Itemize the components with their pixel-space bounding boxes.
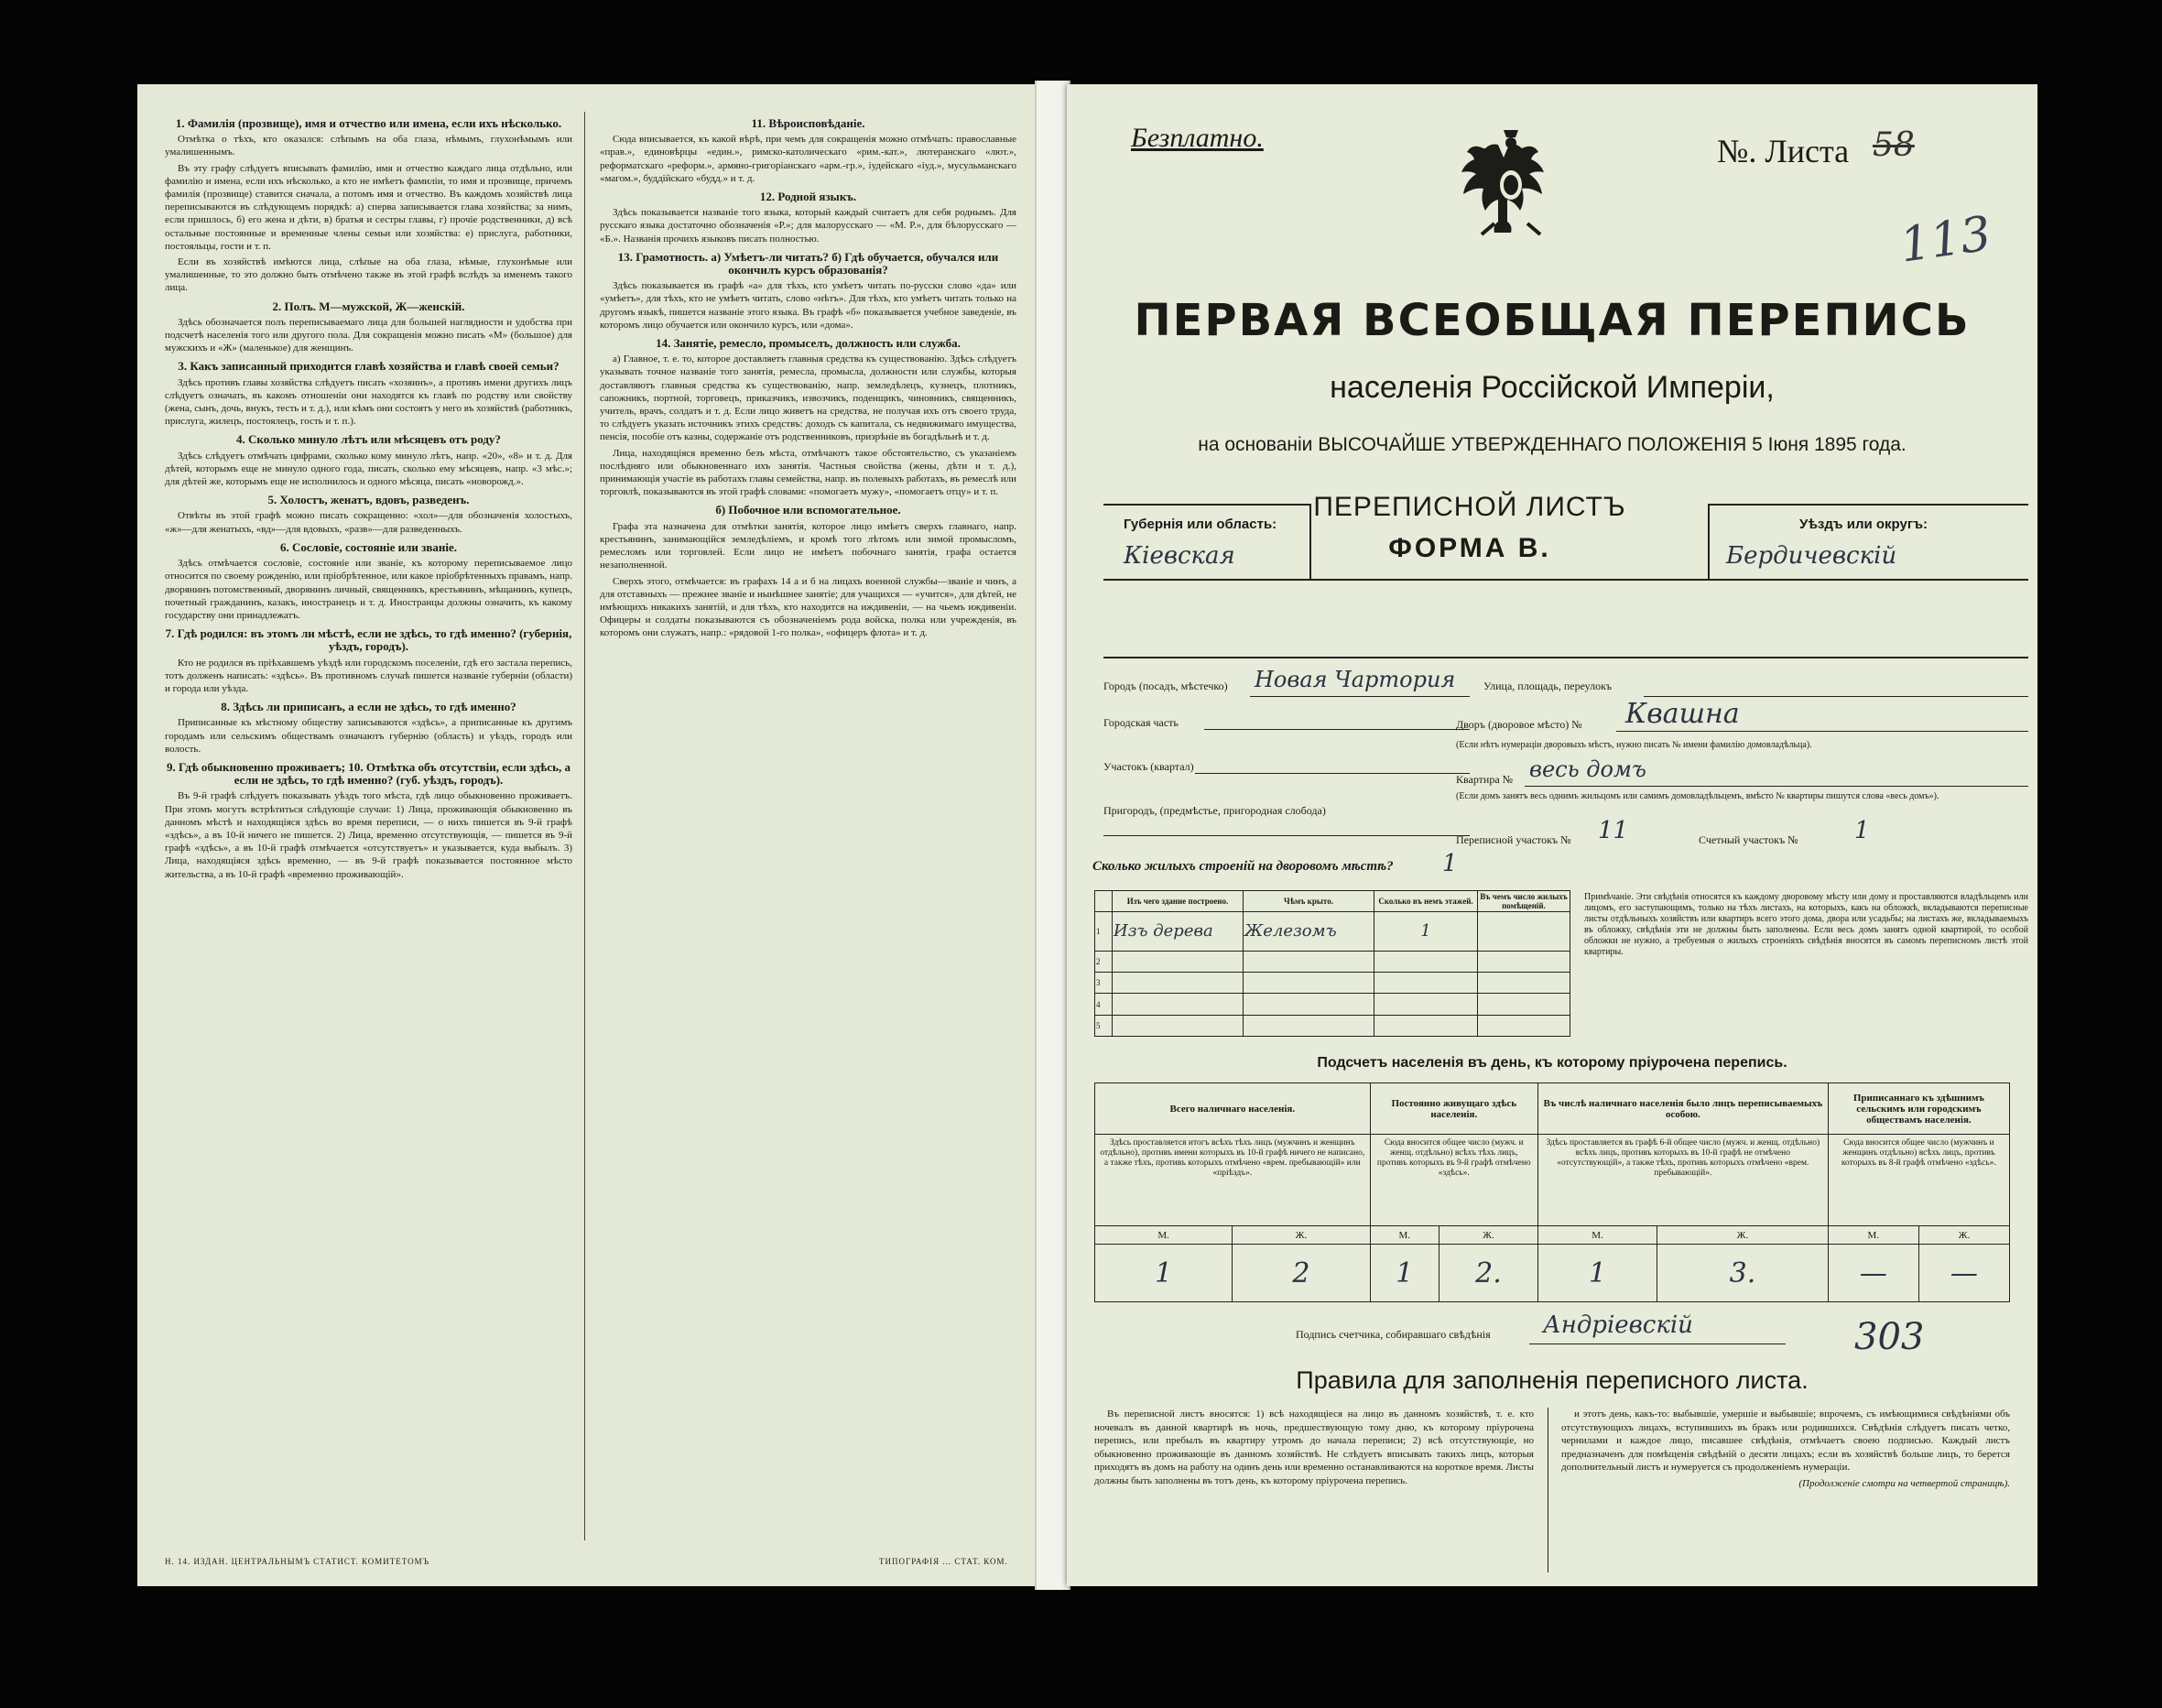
census-title: ПЕРВАЯ ВСЕОБЩАЯ ПЕРЕПИСЬ: [1134, 295, 1971, 346]
rules-title: Правила для заполненія переписного листа.: [1296, 1366, 1809, 1394]
yard-note: (Если нѣтъ нумераціи дворовыхъ мѣстъ, нужно писать № имени фамилію домовладѣльца).: [1456, 740, 1812, 750]
instruction-text: Отвѣты въ этой графѣ можно писать сокращенно: «хол»—для обозначенія холостыхъ, «ж»—для женатыхъ, «вд»—для вдовыхъ, «разв»—для разведенныхъ.: [165, 510, 572, 535]
enumerator-signature-handwritten: Андріевскій: [1543, 1311, 1693, 1339]
instruction-text: Здѣсь показывается названіе того языка, который каждый считаетъ для себя роднымъ. Для русскаго языка достаточно обозначенія «Р.»; для малорусскаго — «М. Р.», для бѣлорусскаго — «Б.». Названія прочихъ языковъ писать полностью.: [600, 207, 1016, 245]
count-section-handwritten: 1: [1854, 817, 1870, 844]
street-label: Улица, площадь, переулокъ: [1483, 680, 1613, 692]
instruction-text: Здѣсь противъ главы хозяйства слѣдуетъ писать «хозяинъ», а противъ имени другихъ лицъ слѣдуетъ означать, въ какомъ отношеніи они находятся къ главѣ по родству или свойству (жена, сынъ, дочь, внукъ, тесть и т. д.), или кѣмъ они состоятъ у него въ хозяйствѣ (работникъ, прислуга, жилецъ, постоялецъ, гость и т. п.).: [165, 376, 572, 428]
table-row: 1 Изъ дерева Железомъ 1: [1095, 912, 1570, 952]
instruction-text: Графа эта назначена для отмѣтки занятія, которое лицо имѣетъ сверхъ главнаго, напр. крестьянинъ, занимающійся земледѣліемъ, и кромѣ того лѣтомъ или зимой промысломъ, ремесломъ или торговлей. Если лицо не имѣетъ побочнаго занятія, графа остается незаполненной.: [600, 520, 1016, 571]
city-part-label: Городская часть: [1103, 716, 1179, 729]
table-row: 2: [1095, 951, 1570, 972]
yard-label: Дворъ (дворовое мѣсто) №: [1456, 718, 1582, 731]
sheet-number-label: №. Листа: [1717, 133, 1850, 169]
instruction-text: Здѣсь отмѣчается сословіе, состояніе или званіе, къ которому переписываемое лицо относится по своему рожденію, или пріобрѣтенное, или какое пріобрѣтенныхъ правамъ, напр. дворянинъ потомственный, дворянинъ личный, священникъ, крестьянинъ, мѣщанинъ, купецъ, почетный гражданинъ, казакъ, иностранецъ и т. д. Иностранцы должны означить, къ какому государству они принадлежатъ.: [165, 558, 572, 621]
instruction-text: Сюда вписывается, къ какой вѣрѣ, при чемъ для сокращенія можно отмѣчать: православные «прав.», единовѣрцы «един.», римско-католическаго «рим.-кат.», лютеранскаго «лют.», реформатскаго «реформ.», армяно-григоріанскаго «арм.-гр.», іудейскаго «іуд.», мусульманскаго «магом.», буддійскаго «будд.» и т. д.: [600, 134, 1016, 184]
left-page-instructions: [137, 84, 1035, 1586]
table-row: 5: [1095, 1015, 1570, 1036]
instruction-heading: 2. Полъ. М—мужской, Ж—женскій.: [272, 299, 465, 313]
instruction-heading: 8. Здѣсь ли приписанъ, а если не здѣсь, то гдѣ именно?: [221, 700, 516, 714]
instruction-heading: 1. Фамилія (прозвище), имя и отчество или имена, если ихъ нѣсколько.: [175, 116, 562, 130]
instructions-column-2: [600, 112, 1016, 1540]
instruction-heading: 11. Вѣроисповѣданіе.: [751, 116, 865, 130]
buildings-handwritten: 1: [1442, 850, 1458, 877]
instruction-text: Приписанные къ мѣстному обществу записываются «здѣсь», а приписанные къ другимъ городамъ или сельскимъ обществамъ означаютъ губернію (область) и уѣздъ, городъ или волость.: [165, 717, 572, 755]
tally-col-present: Всего наличнаго населенія.: [1095, 1083, 1371, 1135]
printer-imprint-right: ТИПОГРАФІЯ ... СТАТ. КОМ.: [879, 1557, 1008, 1566]
form-title: ПЕРЕПИСНОЙ ЛИСТЪ: [1313, 492, 1626, 522]
instruction-heading: 13. Грамотность. а) Умѣетъ-ли читать? б) Гдѣ обучается, обучался или окончилъ курсъ образованія?: [617, 249, 999, 277]
instruction-text: Кто не родился въ пріѣхавшемъ уѣздѣ или городскомъ поселеніи, гдѣ его застала перепись, тотъ долженъ написать: «здѣсь». Въ противномъ случаѣ пишется названіе губерніи (области) и города или уѣзда.: [165, 657, 572, 694]
instruction-heading: 6. Сословіе, состояніе или званіе.: [279, 539, 458, 554]
free-label: Безплатно.: [1131, 123, 1264, 153]
gubernia-handwritten: Кіевская: [1124, 542, 1235, 570]
tally-col-resident: Постоянно живущаго здѣсь населенія.: [1370, 1083, 1537, 1135]
uezd-label: Уѣздъ или округъ:: [1799, 517, 1928, 532]
instruction-text: а) Главное, т. е. то, которое доставляетъ главныя средства къ существованію. Здѣсь слѣдуетъ указывать точное названіе того занятія, ремесла, промысла, должности или службы, которыя доставляютъ главныя средства къ существованію, напр. земледѣлецъ, кузнецъ, плотникъ, сапожникъ, портной, торговецъ, приказчикъ, извозчикъ, поденщикъ, чиновникъ, священникъ, учитель, врачъ, солдатъ и т. д. Если лицо живетъ на средства, не получая ихъ отъ своего труда, то слѣдуетъ указать источникъ этихъ средствъ: доходъ съ капитала, съ недвижимаго имущества, пенсія, пособіе отъ казны, содержаніе отъ родственниковъ, призрѣніе въ богадѣльнѣ и т. д.: [600, 354, 1016, 443]
buildings-col-roof: Чѣмъ крыто.: [1244, 891, 1374, 912]
instruction-text: Въ эту графу слѣдуетъ вписывать фамилію, имя и отчество каждаго лица отдѣльно, или фамилію и имена, если ихъ нѣсколько, а кто не имѣетъ фамиліи, то имя и прозвище, причемъ фамилія (прозвище) ставится сначала, а потомъ имя и отчество. Въ каждомъ хозяйствѣ лица переписываются въ слѣдующемъ порядкѣ: а) сперва записывается глава хозяйства; за нимъ, если пришлось, б) его жена и дѣти, в) братья и сестры главы, г) прочіе родственники, д) всѣ остальные постоянные и временные члены семьи или хозяйства: е) прислуга, работники, постояльцы, гости и т. п.: [165, 162, 572, 252]
table-row: 3: [1095, 973, 1570, 994]
table-row: 4: [1095, 994, 1570, 1015]
suburb-label: Пригородъ, (предмѣстье, пригородная слобода): [1103, 804, 1326, 817]
instructions-column-1: [165, 112, 572, 1540]
flat-label: Квартира №: [1456, 773, 1514, 786]
instruction-text: Въ 9-й графѣ слѣдуетъ показывать уѣздъ того мѣста, гдѣ лицо обыкновенно проживаетъ. При этомъ могутъ встрѣтиться слѣдующіе случаи: 1) Лица, проживающія обыкновенно въ данномъ мѣстѣ и находящіяся здѣсь во время переписи, — о нихъ пишется въ 9-й графѣ «здѣсь», а въ 10-й ничего не пишется. 2) Лица, временно отсутствующія, — пишется въ 9-й графѣ «здѣсь», а въ 10-й графѣ отмѣчается «отсутствуетъ» и указывается, куда выбылъ. 3) Лица, находящіяся здѣсь временно, — въ 9-й графѣ показывается постоянное мѣсто жительства, а въ 10-й графѣ «временно проживающій».: [165, 790, 572, 880]
buildings-table: [1094, 890, 1570, 1037]
tally-values-row: 1 2 1 2. 1 3. — —: [1095, 1245, 2010, 1302]
instruction-text: Сверхъ этого, отмѣчается: въ графахъ 14 а и б на лицахъ военной службы—званіе и чинъ, а для отставныхъ — прежнее званіе и нынѣшнее занятіе; для учащихся — «учится», для дѣтей, не имѣющихъ никакихъ занятій, и для тѣхъ, кто находится на иждивеніи, — на чьемъ иждивеніи. Офицеры и солдаты показываются съ обозначеніемъ рода войска, полка или учрежденія, въ которомъ они служатъ, напр.: «рядовой 1-го полка», «офицеръ флота» и т. д.: [600, 575, 1016, 639]
instruction-heading: 9. Гдѣ обыкновенно проживаетъ; 10. Отмѣтка объ отсутствіи, если здѣсь, а если не здѣсь, то гдѣ именно? (губ. уѣздъ, городъ).: [166, 759, 571, 788]
form-type: ФОРМА В.: [1388, 533, 1551, 563]
buildings-question: Сколько жилыхъ строеній на дворовомъ мѣстѣ?: [1092, 859, 1394, 874]
instruction-text: Лица, находящіяся временно безъ мѣста, отмѣчаютъ такое обстоятельство, съ указаніемъ послѣдняго или обыкновеннаго ихъ занятія. Частныя свойства (жены, дѣти и т. д.), принимающія участіе въ работахъ главы семейства, напр. въ полевыхъ работахъ, въ ремеслѣ или торговлѣ, показываются въ этой графѣ словами: «помогаетъ мужу», «помогаетъ отцу» и т. п.: [600, 447, 1016, 498]
instruction-heading: 5. Холостъ, женатъ, вдовъ, разведенъ.: [267, 493, 470, 507]
printer-imprint-left: Н. 14. ИЗДАН. ЦЕНТРАЛЬНЫМЪ СТАТИСТ. КОМИТЕТОМЪ: [165, 1557, 430, 1566]
instruction-heading: 4. Сколько минуло лѣтъ или мѣсяцевъ отъ роду?: [236, 432, 501, 447]
signature-number-handwritten: 303: [1854, 1316, 1925, 1358]
instruction-heading: 3. Какъ записанный приходится главѣ хозяйства и главѣ своей семьи?: [178, 359, 560, 374]
enumerator-signature-label: Подпись счетчика, собиравшаго свѣдѣнія: [1296, 1328, 1491, 1341]
decree-line: на основаніи ВЫСОЧАЙШЕ УТВЕРЖДЕННАГО ПОЛОЖЕНІЯ 5 Іюня 1895 года.: [1198, 434, 1907, 455]
section-label: Участокъ (квартал): [1103, 760, 1194, 773]
flat-note: (Если домъ занятъ весь однимъ жильцомъ или самимъ домовладѣльцемъ, вмѣсто № квартиры пишутся слова «весь домъ»).: [1456, 791, 1939, 801]
rules-column-1: Въ переписной листъ вносятся: 1) всѣ находящіеся на лицо въ данномъ хозяйствѣ, т. е. кто ночевалъ въ данной квартирѣ въ ночь, предшествующую тому дню, къ которому пріурочена перепись, или пребылъ въ квартиру утромъ до начала переписи; 2) всѣ отсутствующіе, но обыкновенно проживающіе въ данномъ хозяйствѣ. Не слѣдуетъ вписывать такихъ лицъ, которыя приходятъ въ домъ на работу на одинъ день или временно останавливаются на короткое время. Листы должны быть заполнены въ тотъ день, къ которому пріурочена перепись.: [1094, 1409, 1534, 1486]
buildings-col-rooms: Въ чемъ число жилыхъ помѣщеній.: [1478, 891, 1570, 912]
tally-table: Всего наличнаго населенія. Постоянно живущаго здѣсь населенія. Въ числѣ наличнаго населенія было лицъ переписываемыхъ особою. Приписаннаго къ здѣшнимъ сельскимъ или городскимъ обществамъ населенія. Здѣсь проставляется итогъ всѣхъ тѣхъ лицъ (мужчинъ и женщинъ отдѣльно), противъ имени которыхъ въ 10-й графѣ ничего не написано, а также тѣхъ, противъ которыхъ отмѣчено «врем. пребывающій» или «пріѣздъ». Сюда вносится общее число (мужч. и женщ. отдѣльно) всѣхъ тѣхъ лицъ, противъ которыхъ въ 9-й графѣ отмѣчено «здѣсь». Здѣсь проставляется въ графѣ 6-й общее число (мужч. и женщ. отдѣльно) всѣхъ лицъ, противъ которыхъ въ 10-й графѣ не отмѣчено «отсутствующій», а также тѣхъ, противъ которыхъ отмѣчено «врем. пребывающій». Сюда вносится общее число (мужчинъ и женщинъ отдѣльно) всѣхъ лицъ, противъ которыхъ въ 8-й графѣ отмѣчено «здѣсь». М. Ж. М. Ж. М. Ж. М. Ж. 1 2 1 2. 1 3. — —: [1094, 1082, 2010, 1302]
rules-column-2: и этотъ день, какъ-то: выбывшіе, умершіе и выбывшіе; впрочемъ, съ имѣющимися свѣдѣніями объ отсутствующихъ лицахъ, вступившихъ въ бракъ или родившихся. Свѣдѣнія слѣдуетъ писать четко, чернилами и каждое лицо, писавшее свѣдѣнія, отмѣчаетъ своею подписью. Каждый листъ предназначенъ для помѣщенія свѣдѣній о десяти лицахъ; если въ хозяйствѣ больше лицъ, то берется дополнительный листъ и нумеруется съ продолженіемъ нумераціи. (Продолженіе смотри на четвертой страницѣ).: [1561, 1409, 2010, 1489]
yard-handwritten: Квашна: [1625, 698, 1740, 730]
buildings-col-material: Изъ чего здание построено.: [1113, 891, 1244, 912]
uezd-handwritten: Бердичевскій: [1726, 542, 1897, 570]
buildings-note: Примѣчаніе. Эти свѣдѣнія относятся къ каждому дворовому мѣсту или дому и проставляются владѣльцемъ или лицомъ, его заступающимъ, только на тѣхъ листахъ, на которыхъ, какъ на обложкѣ, вкладываются переписные листы отдѣльныхъ хозяйствъ или квартиръ всего этого дома, двора или усадьбы; на листахъ же, вкладываемыхъ въ обложку, свѣдѣнія эти не должны быть заполнены. Если весь домъ занятъ одной квартирой, то особой обложки не нужно, а требуемыя о жилыхъ строеніяхъ свѣдѣнія вносятся въ самомъ переписномъ листѣ этой квартиры.: [1584, 892, 2028, 957]
corner-handwritten-number: 113: [1896, 206, 1994, 274]
gubernia-label: Губернія или область:: [1124, 517, 1277, 532]
instruction-heading: 14. Занятіе, ремесло, промыселъ, должность или служба.: [656, 336, 961, 351]
flat-handwritten: весь домъ: [1529, 756, 1646, 782]
tally-col-special: Въ числѣ наличнаго населенія было лицъ переписываемыхъ особою.: [1537, 1083, 1828, 1135]
instruction-text: Здѣсь показывается въ графѣ «а» для тѣхъ, кто умѣетъ читать по-русски слово «да» или «умѣетъ», для тѣхъ, кто не умѣетъ читать, слово «нѣтъ». Для тѣхъ, кто умѣетъ читать только на другомъ языкѣ, пишется названіе этого языка. Въ графѣ «б» показывается учебное заведеніе, въ которомъ лицо обучается или окончило курсъ, или «дома».: [600, 280, 1016, 331]
city-label: Городъ (посадъ, мѣстечко): [1103, 680, 1228, 692]
tally-col-registered: Приписаннаго къ здѣшнимъ сельскимъ или городскимъ обществамъ населенія.: [1828, 1083, 2009, 1135]
census-section-label: Переписной участокъ №: [1456, 833, 1571, 846]
buildings-col-floors: Сколько въ немъ этажей.: [1374, 891, 1478, 912]
instruction-heading: б) Побочное или вспомогательное.: [715, 503, 901, 517]
instruction-heading: 7. Гдѣ родился: въ этомъ ли мѣстѣ, если не здѣсь, то гдѣ именно? (губернія, уѣздъ, городъ).: [165, 626, 572, 654]
census-form-page: [1067, 84, 2037, 1586]
column-divider: [584, 112, 585, 1540]
sheet-number-handwritten: 58: [1873, 126, 1915, 164]
instruction-text: Здѣсь слѣдуетъ отмѣчать цифрами, сколько кому минуло лѣтъ, напр. «20», «8» и т. д. Для дѣтей, которымъ еще не минуло одного года, писать, сколько ему мѣсяцевъ, напр. «3 мѣс.»; для дѣтей же, которымъ еще не исполнилось и одного мѣсяца, писать «новорожд.».: [165, 450, 572, 488]
census-section-handwritten: 11: [1598, 817, 1629, 844]
tally-title: Подсчетъ населенія въ день, къ которому пріурочена перепись.: [1317, 1055, 1787, 1071]
instruction-text: Отмѣтка о тѣхъ, кто оказался: слѣпымъ на оба глаза, нѣмымъ, глухонѣмымъ или умалишеннымъ.: [165, 134, 572, 158]
count-section-label: Счетный участокъ №: [1699, 833, 1798, 846]
instruction-text: Если въ хозяйствѣ имѣются лица, слѣпые на оба глаза, нѣмые, глухонѣмые или умалишенные, то это должно быть отмѣчено также въ этой графѣ вслѣдъ за именемъ такого лица.: [165, 256, 572, 294]
binding-spine: [1035, 81, 1070, 1590]
city-handwritten: Новая Чартория: [1255, 667, 1456, 692]
instruction-heading: 12. Родной языкъ.: [759, 190, 857, 204]
instruction-text: Здѣсь обозначается полъ переписываемаго лица для большей наглядности и удобства при подсчетѣ населенія того или другого пола. Для сокращенія можно писать «М» (большое) для мужскихъ и «Ж» (маленькое) для женщинъ.: [165, 316, 572, 354]
census-subtitle: населенія Россійской Имперіи,: [1330, 370, 1775, 405]
double-headed-eagle-icon: [1447, 121, 1575, 249]
